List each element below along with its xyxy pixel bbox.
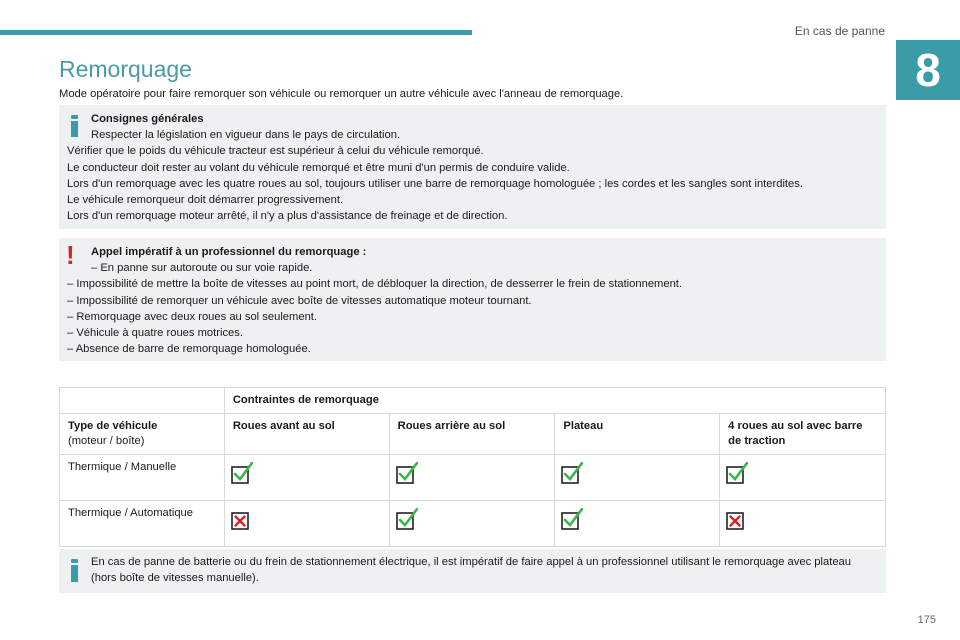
general-line: Le conducteur doit rester au volant du véhicule remorqué et être muni d'un permis de conduire valide. <box>67 161 570 174</box>
general-line: Vérifier que le poids du véhicule tracteur est supérieur à celui du véhicule remorqué. <box>67 145 484 158</box>
status-cell <box>224 501 389 547</box>
general-line: Respecter la législation en vigueur dans le pays de circulation. <box>91 129 401 142</box>
warning-line: – Impossibilité de mettre la boîte de vitesses au point mort, de débloquer la direction, de desserrer le frein de stationnement. <box>67 278 683 291</box>
column-header: Roues avant au sol <box>224 414 389 455</box>
table-corner-cell <box>60 388 225 414</box>
cross-icon <box>726 508 748 530</box>
warning-line: – Remorquage avec deux roues au sol seulement. <box>67 310 318 323</box>
warning-line: – Absence de barre de remorquage homologuée. <box>67 343 311 356</box>
towing-table <box>59 387 886 547</box>
group-header: Contraintes de remorquage <box>224 388 885 414</box>
intro-text: Mode opératoire pour faire remorquer son véhicule ou remorquer un autre véhicule avec l'anneau de remorquage. <box>59 88 624 100</box>
status-cell <box>389 501 555 547</box>
row-label: Thermique / Automatique <box>60 501 225 547</box>
battery-note-box <box>59 549 886 593</box>
page-number: 175 <box>917 614 936 626</box>
note-text: En cas de panne de batterie ou du frein de stationnement électrique, il est impératif de faire appel à un professionnel utilisant le remorquage avec plateau (hors boîte de vitesses manuelle). <box>91 556 851 585</box>
check-icon <box>561 508 583 530</box>
section-name: En cas de panne <box>794 24 885 38</box>
warning-line: – Impossibilité de remorquer un véhicule avec boîte de vitesses automatique moteur tournant. <box>67 294 532 307</box>
warning-box <box>59 238 886 361</box>
column-header: 4 roues au sol avec barre de traction <box>720 414 886 455</box>
row-label: Thermique / Manuelle <box>60 455 225 501</box>
column-header: Roues arrière au sol <box>389 414 555 455</box>
check-icon <box>561 462 583 484</box>
warning-line: – Véhicule à quatre roues motrices. <box>67 327 243 340</box>
warning-heading: Appel impératif à un professionnel du remorquage : <box>91 246 367 258</box>
table-row <box>60 501 886 547</box>
column-header: Plateau <box>555 414 720 455</box>
status-cell <box>555 501 720 547</box>
check-icon <box>396 508 418 530</box>
table-row <box>60 455 886 501</box>
status-cell <box>720 501 886 547</box>
status-cell <box>224 455 389 501</box>
exclamation-icon: ! <box>66 240 75 270</box>
chapter-number: 8 <box>896 40 960 100</box>
warning-line: – En panne sur autoroute ou sur voie rapide. <box>91 262 313 275</box>
vehicle-header <box>60 414 225 455</box>
check-icon <box>396 462 418 484</box>
general-line: Lors d'un remorquage avec les quatre roues au sol, toujours utiliser une barre de remorquage homologuée ; les cordes et les sangles sont interdites. <box>67 177 803 190</box>
info-icon <box>71 115 78 137</box>
general-heading: Consignes générales <box>91 113 204 125</box>
status-cell <box>389 455 555 501</box>
status-cell <box>720 455 886 501</box>
check-icon <box>726 462 748 484</box>
check-icon <box>231 462 253 484</box>
vehicle-header-label: Type de véhicule <box>68 420 158 432</box>
page-title: Remorquage <box>59 56 192 82</box>
general-line: Le véhicule remorqueur doit démarrer progressivement. <box>67 194 344 207</box>
cross-icon <box>231 508 253 530</box>
status-cell <box>555 455 720 501</box>
header-accent-bar <box>0 30 472 35</box>
general-line: Lors d'un remorquage moteur arrêté, il n'y a plus d'assistance de freinage et de direction. <box>67 210 508 223</box>
info-icon <box>71 559 78 582</box>
vehicle-header-sub: (moteur / boîte) <box>68 435 145 447</box>
general-instructions-box <box>59 105 886 229</box>
